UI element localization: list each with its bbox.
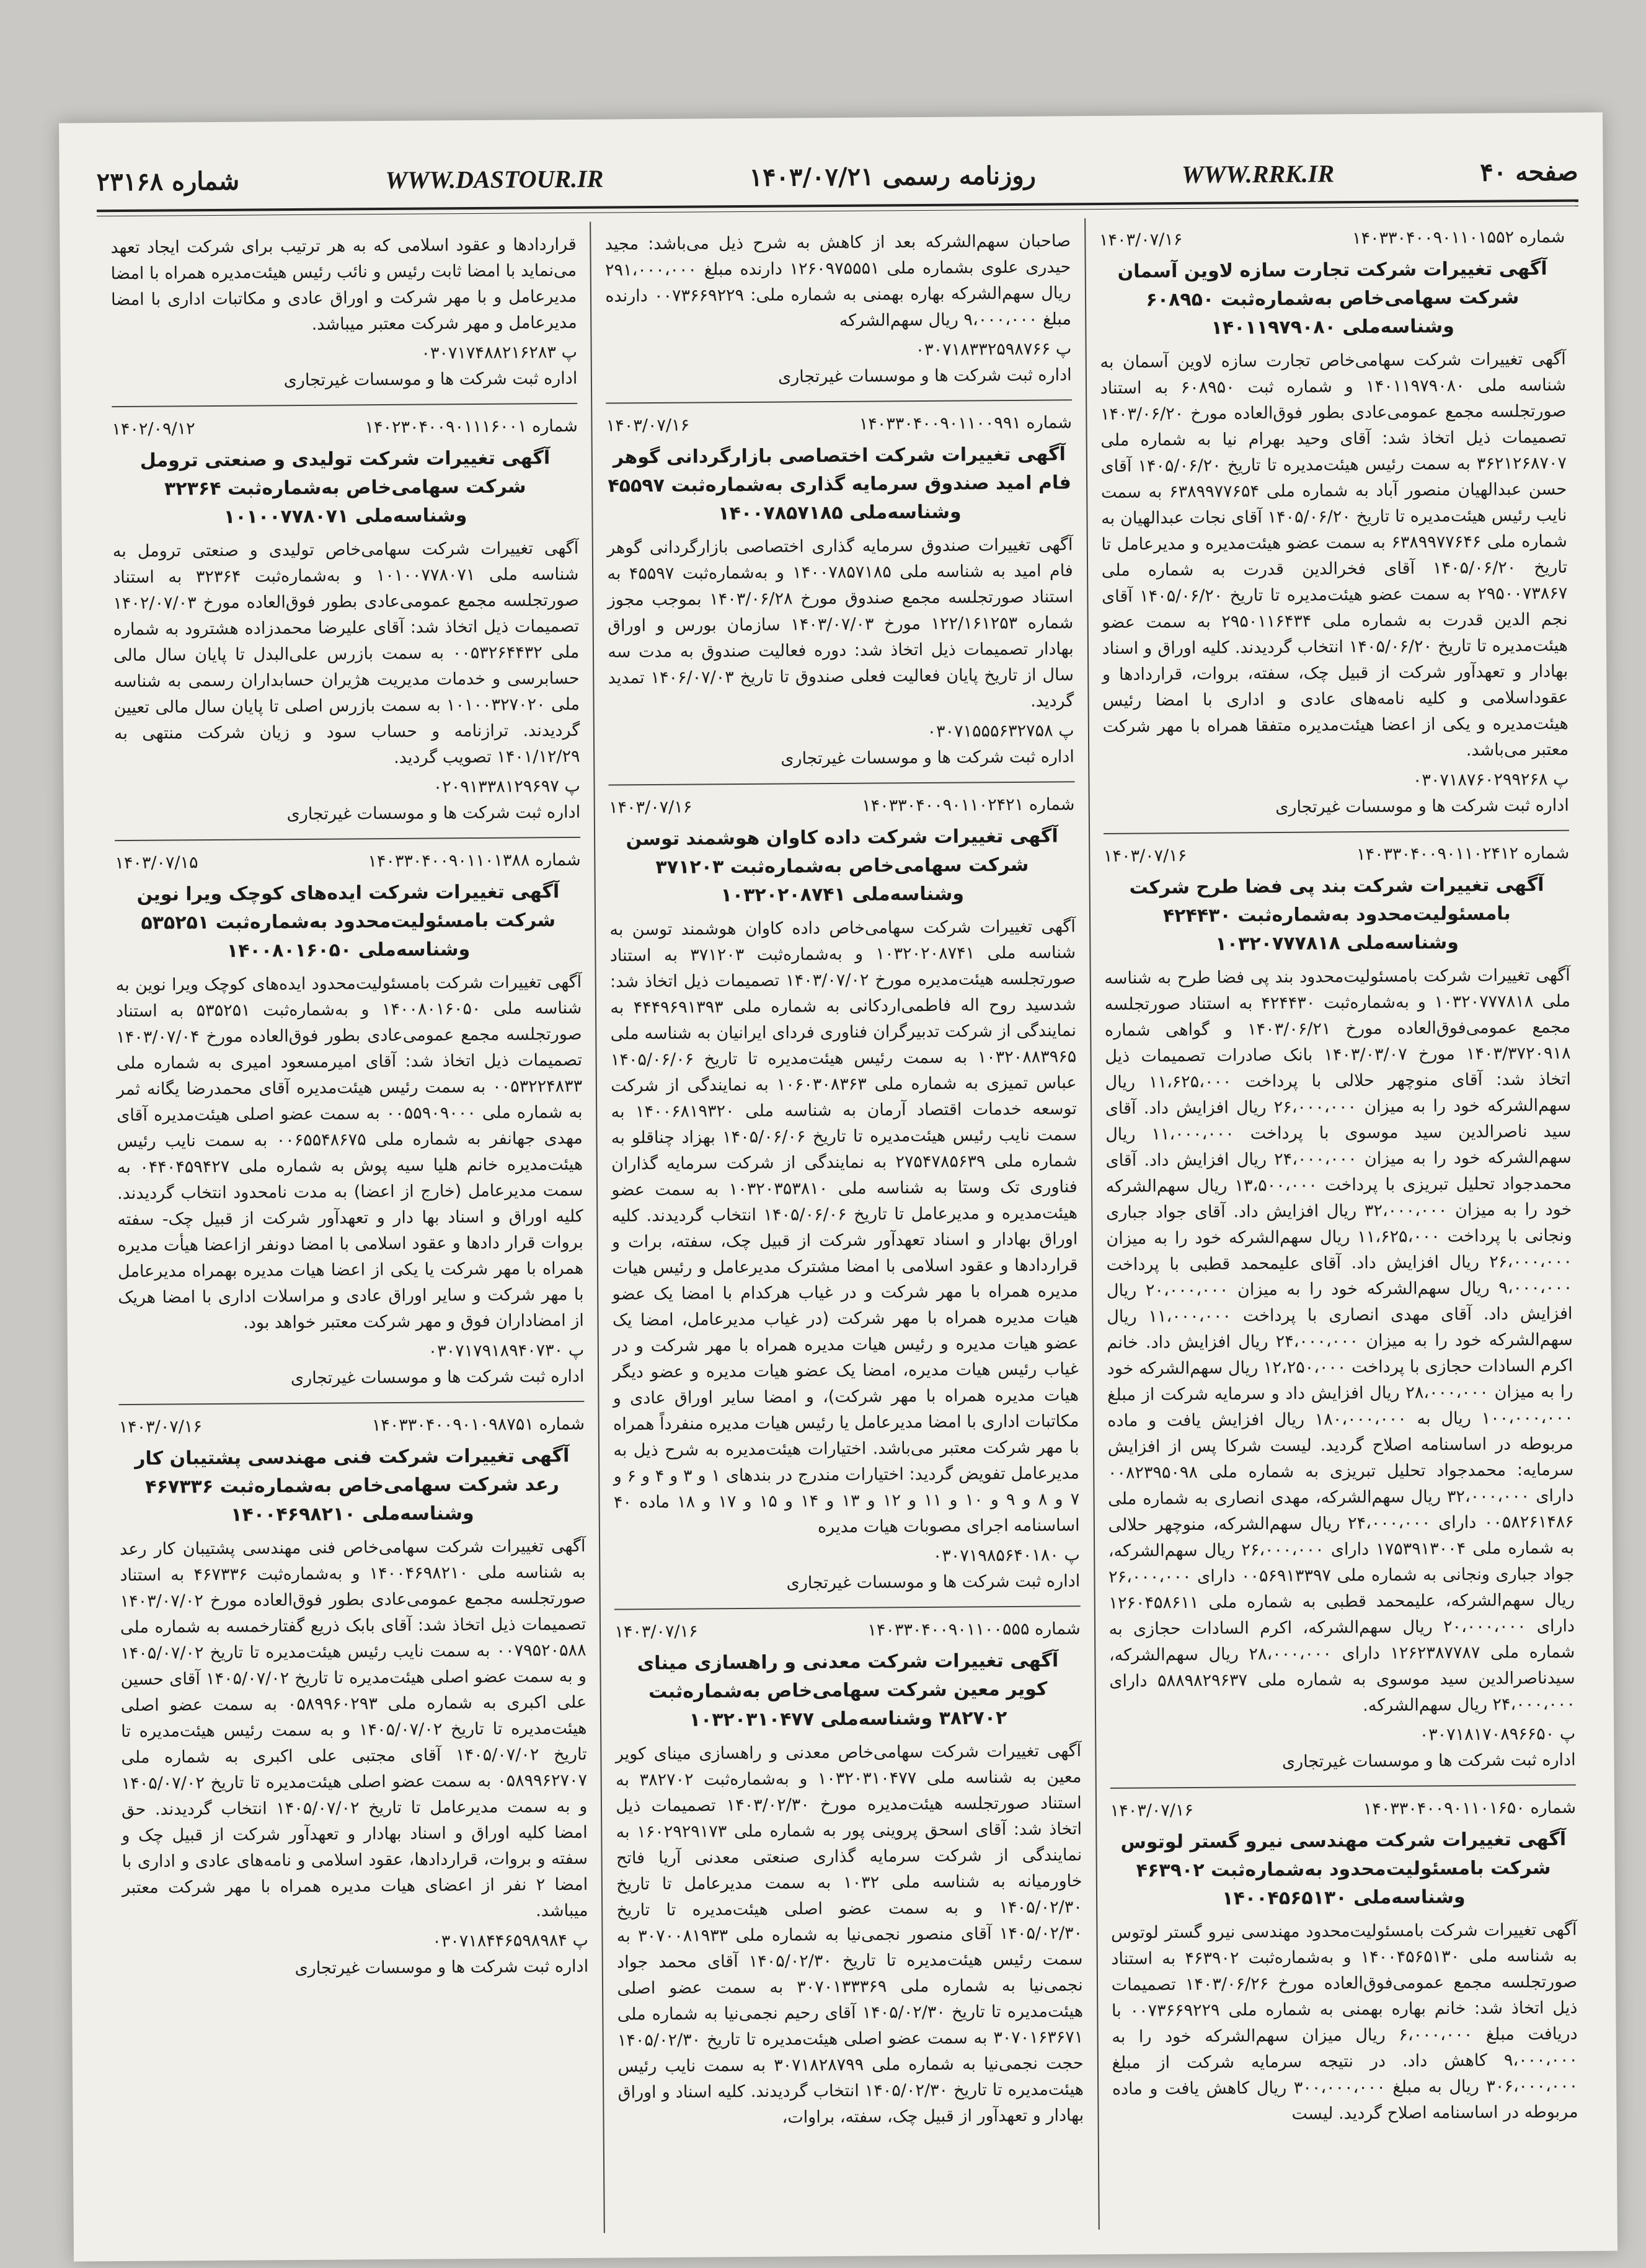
header-rule-thin	[97, 206, 1578, 217]
notice-number: شماره ۱۴۰۳۳۰۴۰۰۹۰۱۱۰۰۹۹۱	[859, 413, 1073, 434]
notice-date: ۱۴۰۳/۰۷/۱۶	[608, 797, 692, 818]
notice-date: ۱۴۰۲/۰۹/۱۲	[112, 419, 195, 439]
column-left	[97, 222, 604, 2236]
notice	[118, 1402, 588, 1994]
notice-date: ۱۴۰۳/۰۷/۱۶	[1099, 230, 1183, 250]
notice-code: پ ۰۲۰۹۱۳۳۸۱۲۹۶۹۷	[433, 776, 580, 797]
notice-date: ۱۴۰۳/۰۷/۱۵	[115, 853, 198, 873]
newspaper-page	[59, 112, 1617, 2261]
issue-number: شماره ۲۳۱۶۸	[96, 166, 240, 196]
notice-body: آگهی تغییرات شرکت سهامی‌خاص معدنی و راهسازی مینای کویر معین به شناسه ملی ۱۰۳۲۰۳۱۰۴۷۷ و به‌شماره‌ثبت ۳۸۲۷۰۲ به استناد صورتجلسه هیئت‌مدیره مورخ ۱۴۰۳/۰۲/۳۰ تصمیمات ذیل اتخاذ شد: آقای اسحق پروینی پور به شماره ملی ۱۶۰۲۹۲۹۱۷۳ به نمایندگی از شرکت سرمایه گذاری صنعتی معدنی آریا فاتح خاورمیانه به شناسه ملی ۱۰۳۲ به سمت مدیرعامل تا تاریخ ۱۴۰۵/۰۲/۳۰ و به سمت عضو اصلی هیئت‌مدیره تا تاریخ ۱۴۰۵/۰۲/۳۰ آقای منصور نجمی‌نیا به شماره ملی ۳۰۷۰۰۸۱۹۳۳ به سمت رئیس هیئت‌مدیره تا تاریخ ۱۴۰۵/۰۲/۳۰ آقای محمد جواد نجمی‌نیا به شماره ملی ۳۰۷۰۱۳۳۳۶۹ به سمت عضو اصلی هیئت‌مدیره تا تاریخ ۱۴۰۵/۰۲/۳۰ آقای رحیم نجمی‌نیا به شماره ملی ۳۰۷۰۱۶۳۶۷۱ به سمت عضو اصلی هیئت‌مدیره تا تاریخ ۱۴۰۵/۰۲/۳۰ حجت نجمی‌نیا به شماره ملی ۳۰۷۱۸۲۸۷۹۹ به سمت نایب رئیس هیئت‌مدیره تا تاریخ ۱۴۰۵/۰۲/۳۰ انتخاب گردیدند. کلیه اسناد و اوراق بهادار و تعهدآور از قبیل چک، سفته، براوات،	[615, 1741, 1084, 2127]
notice-signature: اداره ثبت شرکت ها و موسسات غیرتجاری	[283, 368, 578, 391]
site-url-right: WWW.RRK.IR	[1181, 159, 1335, 188]
notice-number: شماره ۱۴۰۳۳۰۴۰۰۹۰۱۱۰۲۴۲۱	[862, 795, 1075, 816]
notice	[609, 782, 1081, 1610]
notice-body: آگهی تغییرات صندوق سرمایه گذاری اختصاصی بازارگردانی گوهر فام امید به شناسه ملی ۱۴۰۰۷۸۵۷۱۸۵ و به‌شماره‌ثبت ۴۵۵۹۷ به استناد صورتجلسه مجمع صندوق مورخ ۱۴۰۳/۰۶/۲۸ بموجب مجوز شماره ۱۲۲/۱۶۱۲۵۳ مورخ ۱۴۰۳/۰۷/۰۳ سازمان بورس و اوراق بهادار تصمیمات ذیل اتخاذ شد: دوره فعالیت صندوق به مدت سه سال از تاریخ پایان فعالیت فعلی صندوق تا تاریخ ۱۴۰۶/۰۷/۰۳ تمدید گردید.	[607, 535, 1074, 711]
notice-signature: اداره ثبت شرکت ها و موسسات غیرتجاری	[290, 1366, 585, 1388]
notice-body: آگهی تغییرات شرکت بامسئولیت‌محدود بند پی فضا طرح به شناسه ملی ۱۰۳۲۰۷۷۷۸۱۸ و به‌شماره‌ثبت ۴۲۴۴۳۰ به استناد صورتجلسه مجمع عمومی‌فوق‌العاده مورخ ۱۴۰۳/۰۶/۲۱ و گواهی شماره ۱۴۰۳/۳۷۲۰۹۱۸ مورخ ۱۴۰۳/۰۳/۰۷ بانک صادرات تصمیمات ذیل اتخاذ شد: آقای منوچهر حلالی با پرداخت ۱۱،۶۲۵،۰۰۰ ریال سهم‌الشرکه خود را به میزان ۲۶،۰۰۰،۰۰۰ ریال افزایش داد. آقای سید ناصرالدین سید موسوی با پرداخت ۱۱،۰۰۰،۰۰۰ ریال سهم‌الشرکه خود را به میزان ۲۴،۰۰۰،۰۰۰ ریال افزایش داد. آقای محمدجواد تحلیل تبریزی با پرداخت ۱۳،۵۰۰،۰۰۰ ریال سهم‌الشرکه خود را به میزان ۳۲،۰۰۰،۰۰۰ ریال افزایش داد. آقای جواد جباری ونجانی با پرداخت ۱۱،۶۲۵،۰۰۰ ریال سهم‌الشرکه خود را به میزان ۲۶،۰۰۰،۰۰۰ ریال افزایش داد. آقای علیمحمد قطبی با پرداخت ۹،۰۰۰،۰۰۰ ریال سهم‌الشرکه خود را به میزان ۲۰،۰۰۰،۰۰۰ ریال افزایش داد. آقای مهدی انصاری با پرداخت ۱۱،۰۰۰،۰۰۰ ریال سهم‌الشرکه خود را به میزان ۲۴،۰۰۰،۰۰۰ ریال افزایش داد. خانم اکرم السادات حجازی با پرداخت ۱۲،۲۵۰،۰۰۰ ریال سهم‌الشرکه خود را به میزان ۲۸،۰۰۰،۰۰۰ ریال افزایش داد و سرمایه شرکت از مبلغ ۱۰۰،۰۰۰،۰۰۰ ریال به ۱۸۰،۰۰۰،۰۰۰ ریال افزایش یافت و ماده مربوطه در اساسنامه اصلاح گردید. لیست شرکا پس از افزایش سرمایه: محمدجواد تحلیل تبریزی به شماره ملی ۰۰۸۲۳۹۵۰۹۸ دارای ۳۲،۰۰۰،۰۰۰ ریال سهم‌الشرکه، مهدی انصاری به شماره ملی ۰۰۵۸۲۶۱۴۸۶ دارای ۲۴،۰۰۰،۰۰۰ ریال سهم‌الشرکه، منوچهر حلالی به شماره ملی ۱۷۵۳۹۱۳۰۰۴ دارای ۲۶،۰۰۰،۰۰۰ ریال سهم‌الشرکه، جواد جباری ونجانی به شماره ملی ۰۰۵۶۹۱۳۳۹۷ دارای ۲۶،۰۰۰،۰۰۰ ریال سهم‌الشرکه، علیمحمد قطبی به شماره ملی ۱۲۶۰۴۵۸۶۱۱ دارای ۲۰،۰۰۰،۰۰۰ ریال سهم‌الشرکه، اکرم السادات حجازی به شماره ملی ۱۲۶۲۳۸۷۷۸۷ دارای ۲۸،۰۰۰،۰۰۰ ریال سهم‌الشرکه، سیدناصرالدین سید موسوی به شماره ملی ۵۸۸۹۸۲۹۶۳۷ دارای ۲۴،۰۰۰،۰۰۰ ریال سهم‌الشرکه.	[1104, 965, 1576, 1716]
notice-signature: اداره ثبت شرکت ها و موسسات غیرتجاری	[294, 1956, 589, 1979]
notice-code: پ ۰۳۰۷۱۸۳۳۲۵۹۸۷۶۶	[915, 339, 1072, 360]
notice-signature: اداره ثبت شرکت ها و موسسات غیرتجاری	[1281, 1750, 1576, 1772]
notice-continued	[110, 222, 577, 407]
notice-date: ۱۴۰۳/۰۷/۱۶	[1110, 1800, 1194, 1820]
page-header	[96, 150, 1578, 204]
column-middle	[590, 218, 1099, 2233]
notice	[614, 1607, 1084, 2143]
notice-number: شماره ۱۴۰۳۳۰۴۰۰۹۰۱۱۰۱۵۵۲	[1352, 227, 1565, 249]
notice-body: آگهی تغییرات شرکت بامسئولیت‌محدود مهندسی نیرو گستر لوتوس به شناسه ملی ۱۴۰۰۴۵۶۵۱۳۰ و به‌شماره‌ثبت ۴۶۳۹۰۲ به استناد صورتجلسه مجمع عمومی‌فوق‌العاده مورخ ۱۴۰۳/۰۶/۲۶ تصمیمات ذیل اتخاذ شد: خانم بهاره بهمنی به شماره ملی ۰۰۷۳۶۶۹۲۲۹ با دریافت مبلغ ۶،۰۰۰،۰۰۰ ریال میزان سهم‌الشرکه خود را به ۹،۰۰۰،۰۰۰ کاهش داد. در نتیجه سرمایه شرکت از مبلغ ۳۰۶،۰۰۰،۰۰۰ ریال به مبلغ ۳۰۰،۰۰۰،۰۰۰ ریال کاهش یافت و ماده مربوطه در اساسنامه اصلاح گردید. لیست	[1111, 1920, 1578, 2124]
notice-title: آگهی تغییرات شرکت بند پی فضا طرح شرکت بامسئولیت‌محدود به‌شماره‌ثبت ۴۲۴۴۳۰ وشناسه‌ملی ۱۰۳۲۰۷۷۷۸۱۸	[1129, 873, 1544, 955]
notice-continued	[605, 218, 1072, 404]
notice-body: آگهی تغییرات شرکت سهامی‌خاص فنی مهندسی پشتیبان کار رعد به شناسه ملی ۱۴۰۰۴۶۹۸۲۱۰ و به‌شماره‌ثبت ۴۶۷۳۳۶ به استناد صورتجلسه مجمع عمومی‌عادی بطور فوق‌العاده مورخ ۱۴۰۳/۰۷/۰۲ تصمیمات ذیل اتخاذ شد: آقای بابک ذریع گفتارخمسه به شماره ملی ۰۰۷۹۵۲۰۵۸۸ به سمت نایب رئیس هیئت‌مدیره تا تاریخ ۱۴۰۵/۰۷/۰۲ و به سمت عضو اصلی هیئت‌مدیره تا تاریخ ۱۴۰۵/۰۷/۰۲ آقای حسین علی اکبری به شماره ملی ۰۵۸۹۹۶۰۲۹۳ به سمت عضو اصلی هیئت‌مدیره تا تاریخ ۱۴۰۵/۰۷/۰۲ و به سمت رئیس هیئت‌مدیره تا تاریخ ۱۴۰۵/۰۷/۰۲ آقای مجتبی علی اکبری به شماره ملی ۰۵۸۹۹۶۲۷۰۷ به سمت عضو اصلی هیئت‌مدیره تا تاریخ ۱۴۰۵/۰۷/۰۲ و به سمت مدیرعامل تا تاریخ ۱۴۰۵/۰۷/۰۲ انتخاب گردیدند. حق امضا کلیه اوراق و اسناد بهادار و تعهدآور شرکت از قبیل چک و سفته و بروات، قراردادها، عقود اسلامی و نامه‌های عادی و اداری با امضا ۲ نفر از اعضای هیات مدیره همراه با مهر شرکت معتبر میباشد.	[120, 1536, 588, 1921]
notice-date: ۱۴۰۳/۰۷/۱۶	[606, 415, 690, 436]
notice	[1104, 831, 1576, 1789]
notice-date: ۱۴۰۳/۰۷/۱۶	[1103, 846, 1187, 866]
notice-code: پ ۰۳۰۷۱۵۵۵۶۳۲۷۵۸	[927, 721, 1074, 741]
notice	[1110, 1786, 1578, 2140]
notice-code: پ ۰۳۰۷۱۷۹۱۸۹۴۰۷۳۰	[428, 1340, 585, 1361]
notice-number: شماره ۱۴۰۳۳۰۴۰۰۹۰۱۱۰۱۶۵۰	[1363, 1798, 1577, 1819]
notice-title: آگهی تغییرات شرکت تجارت سازه لاوین آسمان شرکت سهامی‌خاص به‌شماره‌ثبت ۶۰۸۹۵۰ وشناسه‌ملی ۱۴۰۱۱۹۷۹۰۸۰	[1117, 257, 1547, 339]
column-right	[1084, 215, 1593, 2230]
notice-signature: اداره ثبت شرکت ها و موسسات غیرتجاری	[1275, 795, 1569, 818]
notice	[1099, 215, 1569, 834]
notice-body: آگهی تغییرات شرکت سهامی‌خاص داده کاوان هوشمند توسن به شناسه ملی ۱۰۳۲۰۲۰۸۷۴۱ و به‌شماره‌ثبت ۳۷۱۲۰۳ به استناد صورتجلسه هیئت‌مدیره مورخ ۱۴۰۳/۰۷/۰۲ تصمیمات ذیل اتخاذ شد: شدسید روح اله فاطمی‌اردکانی به شماره ملی ۴۴۴۹۶۹۱۳۹۳ به نمایندگی از شرکت تدبیرگران فناوری فردای ایرانیان به شناسه ملی ۱۰۳۲۰۸۸۳۹۶۵ به سمت رئیس هیئت‌مدیره تا تاریخ ۱۴۰۵/۰۶/۰۶ عباس تمیزی به شماره ملی ۱۰۶۰۳۰۸۳۶۳ به نمایندگی از شرکت توسعه خدمات اقتصاد آرمان به شناسه ملی ۱۴۰۰۶۸۱۹۳۲۰ به سمت نایب رئیس هیئت‌مدیره تا تاریخ ۱۴۰۵/۰۶/۰۶ بهزاد چناقلو به شماره ملی ۲۷۵۴۷۸۵۶۳۹ به نمایندگی از شرکت سرمایه گذاران فناوری تک وستا به شناسه ملی ۱۰۳۲۰۳۵۳۸۱۰ به سمت عضو هیئت‌مدیره و مدیرعامل تا تاریخ ۱۴۰۵/۰۶/۰۶ انتخاب گردیدند. کلیه اوراق بهادار و اسناد تعهدآور شرکت از قبیل چک، سفته، برات و قراردادها و عقود اسلامی با امضا مشترک مدیرعامل و رئیس هیات مدیره همراه با مهر شرکت و در غیاب هرکدام با امضا یک عضو هیات مدیره همراه با مهر شرکت (در غیاب مدیرعامل، امضا یک عضو هیات مدیره و رئیس هیات مدیره همراه با مهر شرکت و در غیاب رئیس هیات مدیره، امضا یک عضو هیات مدیره و عضو دیگر هیات مدیره همراه با مهر شرکت)، و امضا سایر اوراق عادی و مکاتبات اداری با امضا مدیرعامل یا رئیس هیات مدیره منفرداً همراه با مهر شرکت معتبر می‌باشد. اختیارات هیئت‌مدیره به شرح ذیل به مدیرعامل تفویض گردید: اختیارات مندرج در بندهای ۱ و ۳ و ۴ و ۶ و ۷ و ۸ و ۹ و ۱۰ و ۱۱ و ۱۲ و ۱۳ و ۱۴ و ۱۵ و ۱۷ و ۱۸ ماده ۴۰ اساسنامه اجرای مصوبات هیات مدیره	[609, 917, 1080, 1537]
notice-number: شماره ۱۴۰۳۳۰۴۰۰۹۰۱۱۰۰۵۵۵	[867, 1619, 1081, 1640]
notice	[115, 838, 585, 1405]
notice-body: قراردادها و عقود اسلامی که به هر ترتیب برای شرکت ایجاد تعهد می‌نماید با امضا ثابت رئیس و نائب رئیس هیئت‌مدیره همراه با امضا مدیرعامل و با مهر شرکت و اوراق عادی و مکاتبات اداری با امضا مدیرعامل و مهر شرکت معتبر میباشد.	[110, 234, 577, 334]
notice-body: صاحبان سهم‌الشرکه بعد از کاهش به شرح ذیل می‌باشد: مجید حیدری علوی بشماره ملی ۱۲۶۰۹۷۵۵۵۱ دارنده مبلغ ۲۹۱،۰۰۰،۰۰۰ ریال سهم‌الشرکه بهاره بهمنی به شماره ملی: ۰۰۷۳۶۶۹۲۲۹ دارنده مبلغ ۹،۰۰۰،۰۰۰ ریال سهم‌الشرکه	[604, 231, 1072, 330]
notice-title: آگهی تغییرات شرکت داده کاوان هوشمند توسن شرکت سهامی‌خاص به‌شماره‌ثبت ۳۷۱۲۰۳ وشناسه‌ملی ۱۰۳۲۰۲۰۸۷۴۱	[626, 825, 1058, 907]
notice-code: پ ۰۳۰۷۱۸۴۴۶۵۹۸۹۸۴	[432, 1930, 588, 1951]
site-url-left: WWW.DASTOUR.IR	[385, 164, 604, 194]
notice-code: پ ۰۳۰۷۱۸۱۷۰۸۹۶۶۵۰	[1419, 1724, 1576, 1745]
gazette-date: روزنامه رسمی ۱۴۰۳/۰۷/۲۱	[749, 161, 1037, 192]
notice	[112, 404, 580, 841]
notice-title: آگهی تغییرات شرکت مهندسی نیرو گستر لوتوس شرکت بامسئولیت‌محدود به‌شماره‌ثبت ۴۶۳۹۰۲ وشناسه‌ملی ۱۴۰۰۴۵۶۵۱۳۰	[1120, 1828, 1567, 1910]
page-number: صفحه ۴۰	[1480, 157, 1578, 187]
notice-code: پ ۰۳۰۷۱۹۸۵۶۴۰۱۸۰	[932, 1545, 1080, 1566]
notice	[606, 400, 1075, 785]
notice-title: آگهی تغییرات شرکت اختصاصی بازارگردانی گوهر فام امید صندوق سرمایه گذاری به‌شماره‌ثبت ۴۵۵۹۷ وشناسه‌ملی ۱۴۰۰۷۸۵۷۱۸۵	[608, 443, 1071, 525]
notice-title: آگهی تغییرات شرکت تولیدی و صنعتی ترومل شرکت سهامی‌خاص به‌شماره‌ثبت ۳۲۳۶۴ وشناسه‌ملی ۱۰۱۰۰۷۷۸۰۷۱	[139, 447, 551, 528]
notice-body: آگهی تغییرات شرکت سهامی‌خاص تولیدی و صنعتی ترومل به شناسه ملی ۱۰۱۰۰۷۷۸۰۷۱ و به‌شماره‌ثبت ۳۲۳۶۴ به استناد صورتجلسه مجمع عمومی‌عادی بطور فوق‌العاده مورخ ۱۴۰۲/۰۷/۰۳ تصمیمات ذیل اتخاذ شد: آقای علیرضا محمدزاده هشترود به شماره ملی ۰۰۵۳۲۶۴۴۳۲ به سمت بازرس علی‌البدل تا پایان سال مالی حسابرسی و خدمات مدیریت هژیران حسابداران رسمی به شناسه ملی ۱۰۱۰۰۳۲۷۰۲۰ به سمت بازرس اصلی تا پایان سال مالی تعیین گردیدند. ترازنامه و حساب سود و زیان شرکت منتهی به ۱۴۰۱/۱۲/۲۹ تصویب گردید.	[112, 538, 580, 767]
notice-body: آگهی تغییرات شرکت بامسئولیت‌محدود ایده‌های کوچک ویرا نوین به شناسه ملی ۱۴۰۰۸۰۱۶۰۵۰ و به‌شماره‌ثبت ۵۳۵۲۵۱ به استناد صورتجلسه مجمع عمومی‌عادی بطور فوق‌العاده مورخ ۱۴۰۳/۰۷/۰۴ تصمیمات ذیل اتخاذ شد: آقای امیرمسعود امیری به شماره ملی ۰۰۵۳۲۲۴۸۳۳ به سمت رئیس هیئت‌مدیره آقای محمدرضا یگانه ثمر به شماره ملی ۰۰۵۵۹۰۹۰۰۰ به سمت عضو اصلی هیئت‌مدیره آقای مهدی جهانفر به شماره ملی ۰۰۶۵۵۴۸۶۷۵ به سمت نایب رئیس هیئت‌مدیره خانم هلیا سیه پوش به شماره ملی ۰۴۴۰۴۵۹۴۲۷ به سمت مدیرعامل (خارج از اعضا) به مدت نامحدود انتخاب گردیدند. کلیه اوراق و اسناد بها دار و تعهدآور شرکت از قبیل چک- سفته بروات قرار دادها و عقود اسلامی با امضا دونفر ازاعضا هیأت مدیره همراه با مهر شرکت یا یکی از اعضا هیات مدیره بهمراه مدیرعامل با مهر شرکت و سایر اوراق عادی و مراسلات اداری با امضا هریک از امضاداران فوق و مهر شرکت معتبر خواهد بود.	[115, 972, 584, 1333]
notice-date: ۱۴۰۳/۰۷/۱۶	[118, 1417, 203, 1437]
notice-signature: اداره ثبت شرکت ها و موسسات غیرتجاری	[781, 747, 1074, 769]
columns	[97, 215, 1593, 2237]
notice-code: پ ۰۳۰۷۱۸۷۶۰۲۹۹۲۶۸	[1412, 769, 1569, 790]
notice-title: آگهی تغییرات شرکت فنی مهندسی پشتیبان کار رعد شرکت سهامی‌خاص به‌شماره‌ثبت ۴۶۷۳۳۶ وشناسه‌ملی ۱۴۰۰۴۶۹۸۲۱۰	[135, 1444, 570, 1526]
notice-date: ۱۴۰۳/۰۷/۱۶	[614, 1622, 698, 1642]
notice-title: آگهی تغییرات شرکت ایده‌های کوچک ویرا نوین شرکت بامسئولیت‌محدود به‌شماره‌ثبت ۵۳۵۲۵۱ وشناسه‌ملی ۱۴۰۰۸۰۱۶۰۵۰	[136, 881, 560, 962]
notice-title: آگهی تغییرات شرکت معدنی و راهسازی مینای کویر معین شرکت سهامی‌خاص به‌شماره‌ثبت ۳۸۲۷۰۲ وشناسه‌ملی ۱۰۳۲۰۳۱۰۴۷۷	[637, 1649, 1059, 1731]
notice-number: شماره ۱۴۰۳۳۰۴۰۰۹۰۱۰۹۸۷۵۱	[371, 1414, 585, 1436]
notice-number: شماره ۱۴۰۳۳۰۴۰۰۹۰۱۱۰۲۴۱۲	[1356, 843, 1570, 865]
notice-code: پ ۰۳۰۷۱۷۴۸۸۲۱۶۲۸۳	[421, 342, 578, 363]
notice-signature: اداره ثبت شرکت ها و موسسات غیرتجاری	[286, 802, 581, 824]
notice-body: آگهی تغییرات شرکت سهامی‌خاص تجارت سازه لاوین آسمان به شناسه ملی ۱۴۰۱۱۹۷۹۰۸۰ و شماره ثبت ۶۰۸۹۵۰ به استناد صورتجلسه مجمع عمومی‌عادی بطور فوق‌العاده مورخ ۱۴۰۳/۰۶/۲۰ تصمیمات ذیل اتخاذ شد: آقای وحید بهرام نیا به شماره ملی ۳۶۲۱۲۶۸۷۰۷ به سمت رئیس هیئت‌مدیره تا تاریخ ۱۴۰۵/۰۶/۲۰ آقای حسن عبدالهیان منصور آباد به شماره ملی ۶۳۸۹۹۷۷۶۵۴ به سمت نایب رئیس هیئت‌مدیره تا تاریخ ۱۴۰۵/۰۶/۲۰ آقای نجات عبدالهیان به شماره ملی ۶۳۸۹۹۷۷۶۴۶ به سمت عضو هیئت‌مدیره و مدیرعامل تا تاریخ ۱۴۰۵/۰۶/۲۰ آقای فخرالدین قدرت به شماره ملی ۲۹۵۰۰۷۳۸۶۷ به سمت عضو هیئت‌مدیره تا تاریخ ۱۴۰۵/۰۶/۲۰ آقای نجم الدین قدرت به شماره ملی ۲۹۵۰۱۱۶۴۳۴ به سمت عضو هیئت‌مدیره تا تاریخ ۱۴۰۵/۰۶/۲۰ انتخاب گردیدند. کلیه اوراق و اسناد بهادار و تعهدآور شرکت از قبیل چک، سفته، بروات، قراردادها و عقوداسلامی و کلیه نامه‌های عادی و اداری با امضا رئیس هیئت‌مدیره و یکی از اعضا هیئت‌مدیره متفقا همراه با مهر شرکت معتبر می‌باشد.	[1100, 349, 1569, 760]
notice-signature: اداره ثبت شرکت ها و موسسات غیرتجاری	[777, 365, 1072, 387]
notice-signature: اداره ثبت شرکت ها و موسسات غیرتجاری	[786, 1571, 1081, 1593]
notice-number: شماره ۱۴۰۲۳۰۴۰۰۹۰۱۱۱۶۰۰۱	[365, 416, 578, 438]
notice-number: شماره ۱۴۰۳۳۰۴۰۰۹۰۱۱۰۱۳۸۸	[368, 850, 581, 871]
